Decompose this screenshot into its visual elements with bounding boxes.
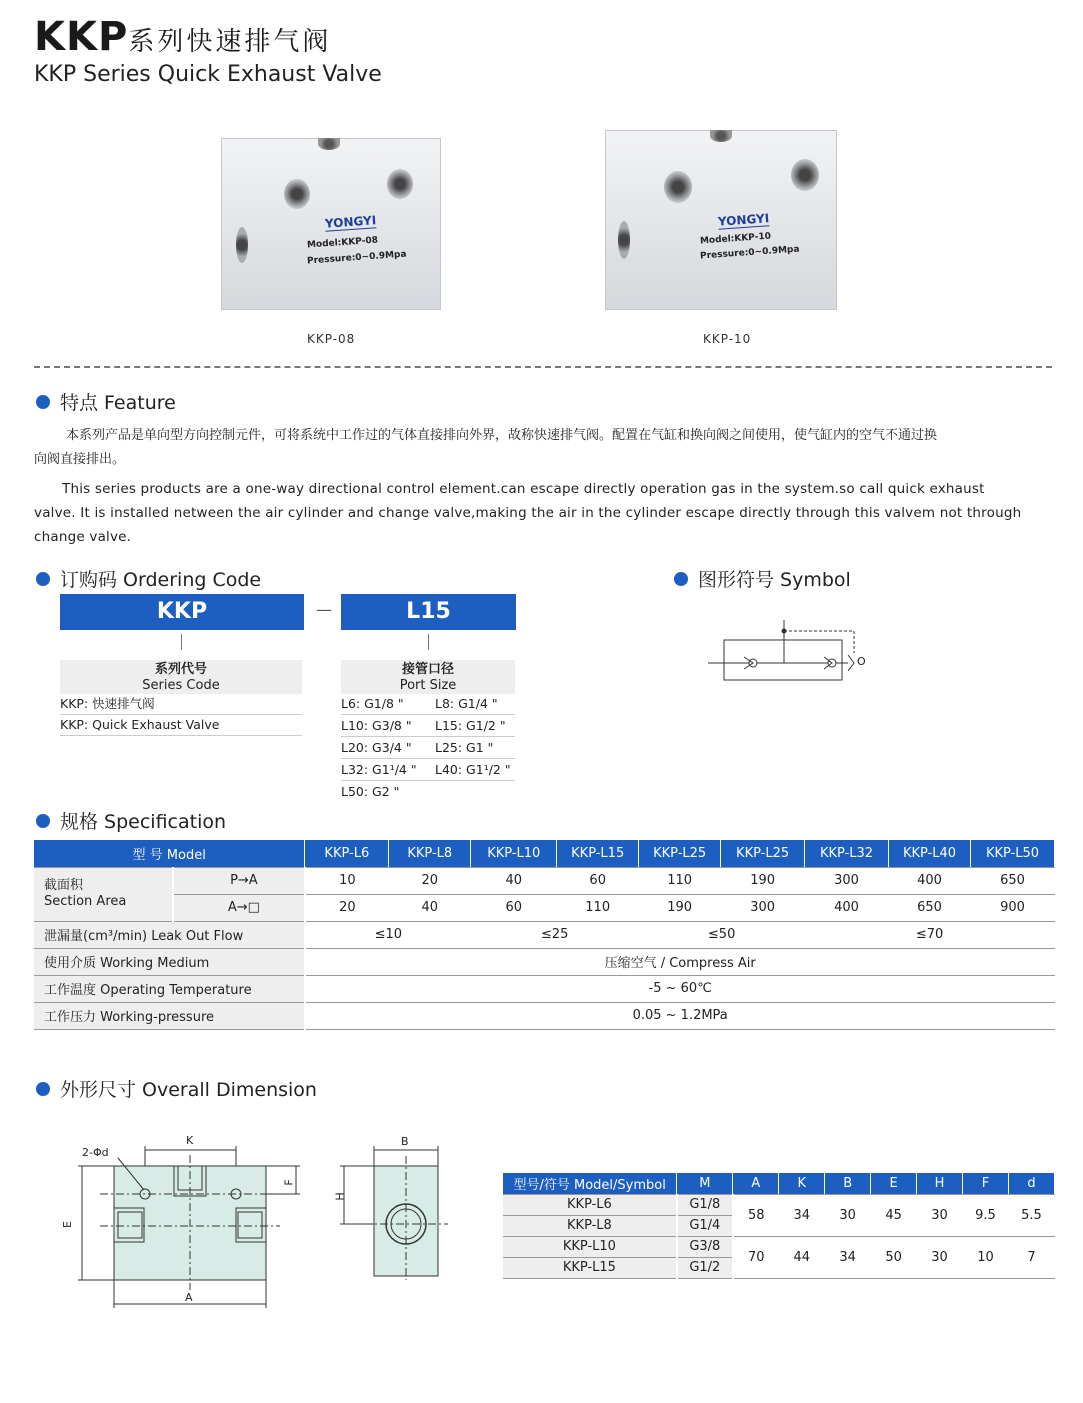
connector-line (181, 634, 182, 650)
product-caption: KKP-10 (703, 332, 752, 346)
dimension-heading: 外形尺寸 Overall Dimension (36, 1075, 317, 1102)
feature-heading: 特点 Feature (36, 388, 176, 415)
series-row: KKP: Quick Exhaust Valve (60, 715, 302, 736)
temp-label: 工作温度 Operating Temperature (34, 975, 305, 1002)
port-code-box: L15 (341, 594, 516, 630)
section-area-label: 截面积 Section Area (34, 867, 173, 921)
dimension-table (503, 1173, 1055, 1279)
page-title (34, 14, 331, 60)
product-image-kkp-10 (605, 130, 837, 310)
pressure-label: 工作压力 Working-pressure (34, 1002, 305, 1029)
port-hole-icon (318, 138, 340, 150)
table-row (34, 840, 1055, 867)
connector-line (428, 634, 429, 650)
k-dim-label: K (186, 1134, 194, 1147)
product-caption: KKP-08 (307, 332, 356, 346)
bullet-icon (36, 572, 50, 586)
ao-label: A→□ (173, 894, 305, 921)
spec-model-cell: KKP-L32 (805, 840, 889, 867)
side-view-drawing (330, 1140, 450, 1282)
pressure-label: Pressure:0~0.9Mpa (699, 244, 800, 262)
bullet-icon (36, 1082, 50, 1096)
ordering-heading: 订购码 Ordering Code (36, 565, 261, 592)
list-item: L20: G3/4 " L25: G1 " (341, 738, 515, 759)
port-hole-icon (284, 179, 310, 209)
spec-model-cell: KKP-L6 (305, 840, 389, 867)
spec-model-cell: KKP-L25 (721, 840, 805, 867)
spec-table (34, 840, 1055, 1030)
hole-dim-label: 2-Φd (82, 1146, 109, 1159)
series-row: KKP: 快速排气阀 (60, 694, 302, 715)
f-dim-label: F (282, 1179, 296, 1186)
table-row: 工作压力 Working-pressure 0.05 ~ 1.2MPa (34, 1002, 1055, 1029)
pa-label: P→A (173, 867, 305, 894)
medium-label: 使用介质 Working Medium (34, 948, 305, 975)
spec-model-cell: KKP-L15 (557, 840, 639, 867)
brand-label: YONGYI (717, 211, 770, 229)
table-row: KKP-L10 G3/8 70 44 34 50 30 10 7 (503, 1236, 1055, 1257)
spec-model-cell: KKP-L10 (471, 840, 557, 867)
table-row: KKP-L15 G1/2 (503, 1257, 1055, 1278)
spec-model-cell: KKP-L25 (639, 840, 721, 867)
b-dim-label: B (401, 1135, 409, 1148)
leak-label: 泄漏量(cm³/min) Leak Out Flow (34, 921, 305, 948)
table-row: 截面积 Section Area P→A 10 20 40 60 110 190 300 400 650 (34, 867, 1055, 894)
list-item: L32: G1¹/4 " L40: G1¹/2 " (341, 760, 515, 781)
port-hole-icon (236, 227, 248, 263)
table-row: A→□ 20 40 60 110 190 300 400 650 900 (34, 894, 1055, 921)
symbol-port-label: O (857, 655, 866, 668)
list-item: L6: G1/8 " L8: G1/4 " (341, 694, 515, 715)
port-hole-icon (387, 169, 413, 199)
table-row: 泄漏量(cm³/min) Leak Out Flow ≤10 ≤25 ≤50 ≤70 (34, 921, 1055, 948)
page-subtitle: KKP Series Quick Exhaust Valve (34, 62, 382, 87)
brand-label: YONGYI (324, 213, 377, 231)
product-image-kkp-08 (221, 138, 441, 310)
table-row: 型号/符号 Model/Symbol M A K B E H F d (503, 1173, 1055, 1194)
table-row: KKP-L6 G1/8 58 34 30 45 30 9.5 5.5 (503, 1194, 1055, 1215)
title-cn: 系列快速排气阀 (128, 27, 332, 57)
code-dash: — (316, 600, 332, 619)
section-divider (34, 366, 1052, 368)
pressure-label: Pressure:0~0.9Mpa (306, 249, 407, 267)
bullet-icon (36, 814, 50, 828)
list-item: L50: G2 " (341, 784, 400, 799)
spec-model-header: 型 号 Model (34, 840, 305, 867)
a-dim-label: A (185, 1291, 193, 1304)
spec-model-cell: KKP-L50 (970, 840, 1054, 867)
port-size-list (341, 694, 515, 802)
e-dim-label: E (60, 1221, 74, 1228)
symbol-heading: 图形符号 Symbol (674, 565, 851, 592)
series-code-box: KKP (60, 594, 304, 630)
series-code-header: 系列代号 Series Code (60, 660, 302, 694)
port-size-header: 接管口径 Port Size (341, 660, 515, 694)
port-hole-icon (791, 159, 819, 191)
table-row: 工作温度 Operating Temperature -5 ~ 60℃ (34, 975, 1055, 1002)
spec-model-cell: KKP-L40 (889, 840, 971, 867)
feature-text-cn: 本系列产品是单向型方向控制元件，可将系统中工作过的气体直接排向外界，故称快速排气阀。配置在气缸和换向阀之间使用，使气缸内的空气不通过换 向阀直接排出。 (34, 428, 938, 467)
spec-heading: 规格 Specification (36, 807, 226, 834)
model-label: Model:KKP-08 (306, 235, 379, 251)
port-hole-icon (664, 171, 692, 203)
list-item: L10: G3/8 " L15: G1/2 " (341, 716, 515, 737)
h-dim-label: H (333, 1192, 347, 1201)
title-code: KKP (34, 14, 129, 60)
port-hole-icon (618, 221, 630, 259)
bullet-icon (36, 395, 50, 409)
spec-model-cell: KKP-L8 (389, 840, 471, 867)
feature-text-en: This series products are a one-way directional control element.can escape directly operation gas in the system.so call quick exhaust valve. It is installed netween the air cylinder and change valve,making the air in the cylinder escape directly through this valvem not through change valve. (34, 481, 1022, 545)
valve-symbol-icon (700, 615, 880, 690)
model-label: Model:KKP-10 (699, 231, 772, 247)
table-row: KKP-L8 G1/4 (503, 1215, 1055, 1236)
table-row: 使用介质 Working Medium 压缩空气 / Compress Air (34, 948, 1055, 975)
bullet-icon (674, 572, 688, 586)
port-hole-icon (710, 130, 732, 142)
